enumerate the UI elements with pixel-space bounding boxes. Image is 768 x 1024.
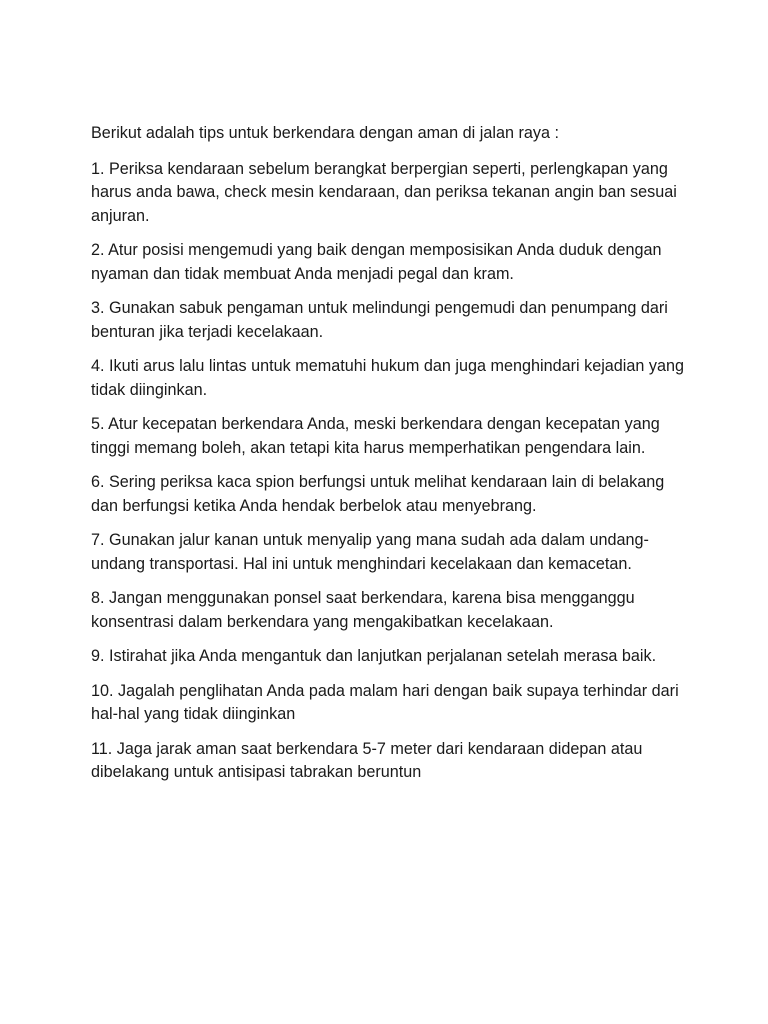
- intro-paragraph: Berikut adalah tips untuk berkendara dengan aman di jalan raya :: [91, 124, 559, 142]
- tip-paragraph-10: 10. Jagalah penglihatan Anda pada malam hari dengan baik supaya terhindar dari hal-hal yang tidak diinginkan: [91, 681, 679, 723]
- tip-paragraph-7: 7. Gunakan jalur kanan untuk menyalip yang mana sudah ada dalam undang-undang transportasi. Hal ini untuk menghindari kecelakaan dan kemacetan.: [91, 531, 649, 573]
- document-body: [91, 122, 686, 796]
- tip-paragraph-1: 1. Periksa kendaraan sebelum berangkat berpergian seperti, perlengkapan yang harus anda bawa, check mesin kendaraan, dan periksa tekanan angin ban sesuai anjuran.: [91, 159, 677, 225]
- tip-paragraph-4: 4. Ikuti arus lalu lintas untuk mematuhi hukum dan juga menghindari kejadian yang tidak diinginkan.: [91, 357, 684, 399]
- tip-paragraph-3: 3. Gunakan sabuk pengaman untuk melindungi pengemudi dan penumpang dari benturan jika terjadi kecelakaan.: [91, 299, 668, 341]
- tip-paragraph-2: 2. Atur posisi mengemudi yang baik dengan memposisikan Anda duduk dengan nyaman dan tidak membuat Anda menjadi pegal dan kram.: [91, 241, 662, 283]
- tip-paragraph-5: 5. Atur kecepatan berkendara Anda, meski berkendara dengan kecepatan yang tinggi memang boleh, akan tetapi kita harus memperhatikan pengendara lain.: [91, 415, 660, 457]
- tip-paragraph-9: 9. Istirahat jika Anda mengantuk dan lanjutkan perjalanan setelah merasa baik.: [91, 647, 657, 665]
- tip-paragraph-6: 6. Sering periksa kaca spion berfungsi untuk melihat kendaraan lain di belakang dan berfungsi ketika Anda hendak berbelok atau menyebrang.: [91, 473, 665, 515]
- tip-paragraph-11: 11. Jaga jarak aman saat berkendara 5-7 meter dari kendaraan didepan atau dibelakang untuk antisipasi tabrakan beruntun: [91, 739, 643, 781]
- tip-paragraph-8: 8. Jangan menggunakan ponsel saat berkendara, karena bisa mengganggu konsentrasi dalam berkendara yang mengakibatkan kecelakaan.: [91, 589, 635, 631]
